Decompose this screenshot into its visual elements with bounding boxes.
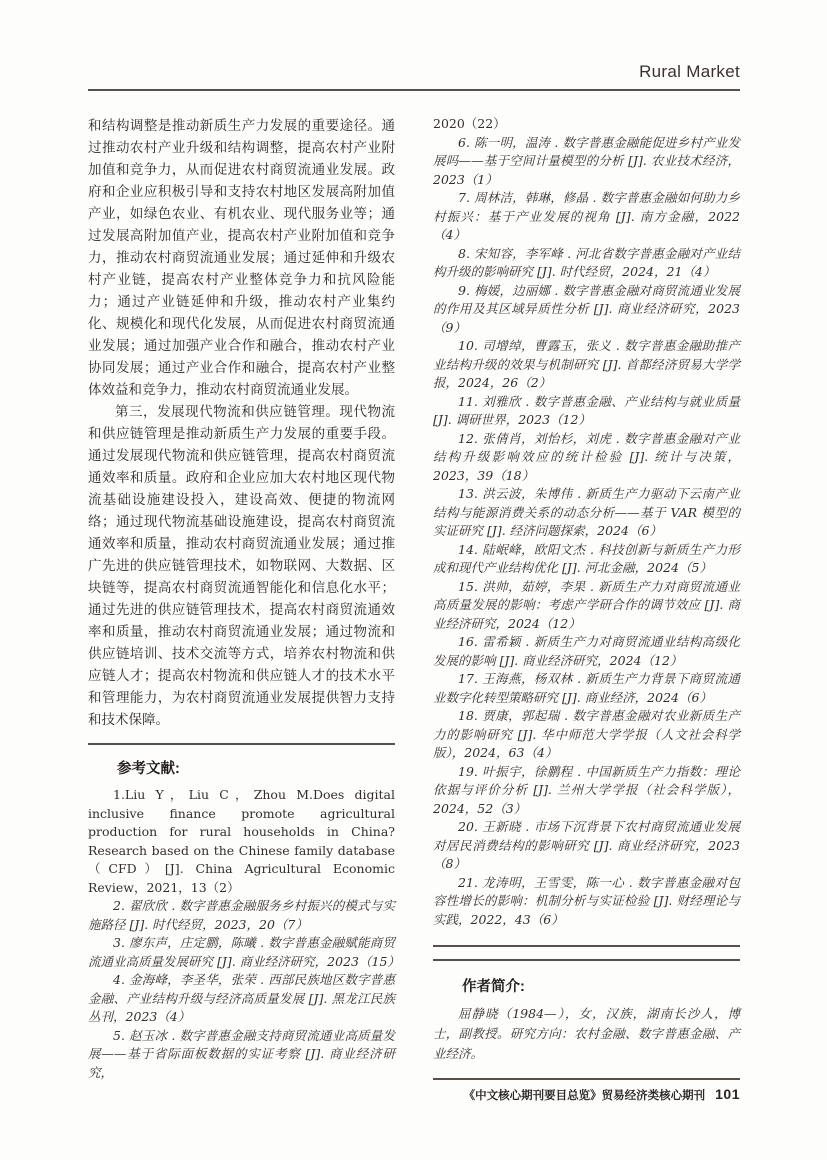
left-column [88,115,400,1082]
author-bio-text: 屈静晓（1984—），女，汉族，湖南长沙人，博士，副教授。研究方向：农村金融、数字普惠金融、产业经济。 [433,1006,740,1061]
reference-item: 5. 赵玉冰 . 数字普惠金融支持商贸流通业高质量发展——基于省际面板数据的实证考察 [J]. 商业经济研究， [88,1027,395,1080]
references-list-left [88,786,400,1082]
reference-item: 20. 王新晓 . 市场下沉背景下农村商贸流通业发展对居民消费结构的影响研究 [J]. 商业经济研究，2023（8） [433,819,740,871]
reference-item: 11. 刘雅欣 . 数字普惠金融、产业结构与就业质量 [J]. 调研世界，2023（12） [433,393,740,427]
reference-item: 13. 洪云波，朱博伟 . 新质生产力驱动下云南产业结构与能源消费关系的动态分析——基于 VAR 模型的实证研究 [J]. 经济问题探索，2024（6） [433,486,740,538]
body-paragraph: 第三，发展现代物流和供应链管理。现代物流和供应链管理是推动新质生产力发展的重要手段。通过发展现代物流和供应链管理，提高农村商贸流通效率和质量。政府和企业应加大农村地区现代物流基础设施建设投入，建设高效、便捷的物流网络；通过现代物流基础设施建设，提高农村商贸流通效率和质量，推动农村商贸流通业发展；通过推广先进的供应链管理技术，如物联网、大数据、区块链等，提高农村商贸流通智能化和信息化水平；通过先进的供应链管理技术，提高农村商贸流通效率和质量，推动农村商贸流通业发展；通过物流和供应链培训、技术交流等方式，培养农村物流和供应链人才；提高农村物流和供应链人才的技术水平和管理能力，为农村商贸流通业发展提供智力支持和技术保障。 [88,404,395,728]
author-section-bottom-rule [433,1078,740,1080]
two-column-layout [88,115,740,1082]
references-list-right [433,134,740,930]
reference-item: 1.Liu Y，Liu C，Zhou M.Does digital inclusive finance promote agricultural production for rural households in China? Research based on the Chinese family database（CFD）[J]. China Agricultural Economic Review，2021，13（2） [88,787,395,895]
reference-item: 9. 梅媛，边丽娜 . 数字普惠金融对商贸流通业发展的作用及其区域异质性分析 [J]. 商业经济研究，2023（9） [433,282,740,335]
reference-item: 12. 张倩肖，刘怡杉，刘虎 . 数字普惠金融对产业结构升级影响效应的统计检验 [J]. 统计与决策，2023，39（18） [433,430,740,483]
reference-item: 2. 翟欣欣 . 数字普惠金融服务乡村振兴的模式与实施路径 [J]. 时代经贸，2023，20（7） [88,898,395,932]
references-heading: 参考文献: [117,761,180,777]
footer-journal-info: 《中文核心期刊要目总览》贸易经济类核心期刊 [463,1090,706,1102]
reference-item: 18. 贾康，郭起瑞 . 数字普惠金融对农业新质生产力的影响研究 [J]. 华中师范大学学报（人文社会科学版），2024，63（4） [433,708,740,760]
reference-item: 7. 周林洁，韩琳，修晶 . 数字普惠金融如何助力乡村振兴：基于产业发展的视角 [J]. 南方金融，2022（4） [433,190,740,242]
page-footer [464,1086,740,1103]
author-bio-heading: 作者简介: [462,979,525,995]
running-head [88,62,740,91]
reference-item: 16. 雷希颖 . 新质生产力对商贸流通业结构高级化发展的影响 [J]. 商业经济研究，2024（12） [433,634,740,668]
article-body [88,115,395,731]
reference-item: 6. 陈一明，温涛 . 数字普惠金融能促进乡村产业发展吗——基于空间计量模型的分析 [J]. 农业技术经济，2023（1） [433,134,740,187]
reference-item: 19. 叶振宇，徐鹏程 . 中国新质生产力指数：理论依据与评价分析 [J]. 兰州大学学报（社会科学版），2024，52（3） [433,763,740,816]
body-paragraph: 和结构调整是推动新质生产力发展的重要途径。通过推动农村产业升级和结构调整，提高农村产业附加值和竞争力，从而促进农村商贸流通业发展。政府和企业应积极引导和支持农村地区发展高附加值产业，如绿色农业、有机农业、现代服务业等；通过发展高附加值产业，提高农村产业附加值和竞争力，推动农村商贸流通业发展；通过延伸和升级农村产业链，提高农村产业整体竞争力和抗风险能力；通过产业链延伸和升级，推动农村产业集约化、规模化和现代化发展，从而促进农村商贸流通业发展；通过加强产业合作和融合，推动农村产业协同发展；通过产业合作和融合，提高农村产业整体效益和竞争力，推动农村商贸流通业发展。 [88,118,395,398]
journal-section-title: Rural Market [639,62,740,81]
reference-item: 3. 廖东声，庄定鹏，陈曦 . 数字普惠金融赋能商贸流通业高质量发展研究 [J]. 商业经济研究，2023（15） [88,935,400,969]
page-number: 101 [715,1086,740,1102]
references-divider [88,743,395,745]
reference-continuation: 2020（22） [433,116,506,131]
reference-item: 10. 司增绰，曹露玉，张义 . 数字普惠金融助推产业结构升级的效果与机制研究 [J]. 首都经济贸易大学学报，2024，26（2） [433,338,740,390]
reference-item: 14. 陆岷峰，欧阳文杰 . 科技创新与新质生产力形成和现代产业结构优化 [J]. 河北金融，2024（5） [433,541,740,575]
right-column [433,115,740,1080]
reference-item: 17. 王海燕，杨双林 . 新质生产力背景下商贸流通业数字化转型策略研究 [J]. 商业经济，2024（6） [433,671,740,705]
reference-item: 8. 宋知容，李军峰 . 河北省数字普惠金融对产业结构升级的影响研究 [J]. 时代经贸，2024，21（4） [433,245,740,279]
reference-item: 15. 洪帅，茹婷，李果 . 新质生产力对商贸流通业高质量发展的影响：考虑产学研合作的调节效应 [J]. 商业经济研究，2024（12） [433,578,740,631]
reference-item: 21. 龙涛明，王雪雯，陈一心 . 数字普惠金融对包容性增长的影响：机制分析与实证检验 [J]. 财经理论与实践，2022，43（6） [433,874,740,927]
author-section-divider [433,945,740,961]
reference-item: 4. 金海峰，李圣华，张荣 . 西部民族地区数字普惠金融、产业结构升级与经济高质量发展 [J]. 黑龙江民族丛刊，2023（4） [88,972,395,1024]
